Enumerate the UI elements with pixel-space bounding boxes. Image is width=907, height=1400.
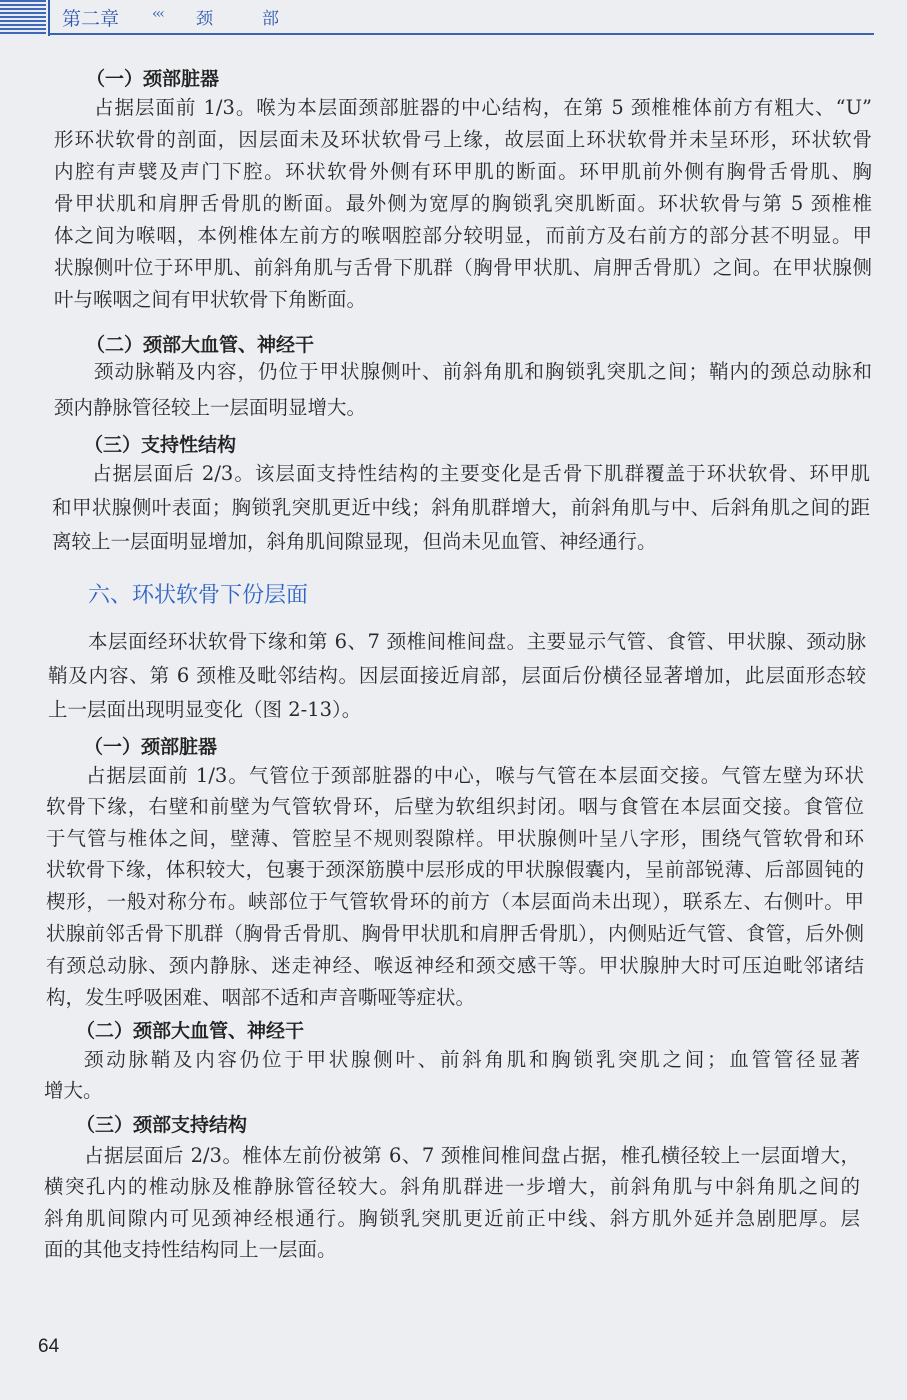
paragraph-line: 上一层面出现明显变化（图 2-13）。 bbox=[48, 698, 362, 721]
page-number: 64 bbox=[38, 1336, 60, 1357]
paragraph-line: 占据层面后 2/3。椎体左前份被第 6、7 颈椎间椎间盘占据，椎孔横径较上一层面增大， bbox=[84, 1144, 860, 1167]
paragraph-line: 于气管与椎体之间，壁薄、管腔呈不规则裂隙样。甲状腺侧叶呈八字形，围绕气管软骨和环 bbox=[46, 827, 864, 850]
subsection-heading: （二）颈部大血管、神经干 bbox=[86, 334, 315, 356]
paragraph-line: 和甲状腺侧叶表面；胸锁乳突肌更近中线；斜角肌群增大，前斜角肌与中、后斜角肌之间的距 bbox=[52, 496, 870, 519]
paragraph-line: 有颈总动脉、颈内静脉、迷走神经、喉返神经和颈交感干等。甲状腺肿大时可压迫毗邻诸结 bbox=[46, 954, 864, 977]
paragraph-line: 增大。 bbox=[44, 1079, 103, 1102]
paragraph-line: 内腔有声襞及声门下腔。环状软骨外侧有环甲肌的断面。环甲肌前外侧有胸骨舌骨肌、胸 bbox=[54, 160, 872, 183]
header-stripes-decoration bbox=[0, 0, 46, 34]
paragraph-line: 状软骨下缘，体积较大，包裹于颈深筋膜中层形成的甲状腺假囊内，呈前部锐薄、后部圆钝的 bbox=[46, 858, 864, 881]
header-rule bbox=[48, 33, 874, 35]
paragraph-line: 本层面经环状软骨下缘和第 6、7 颈椎间椎间盘。主要显示气管、食管、甲状腺、颈动脉 bbox=[88, 630, 866, 653]
paragraph-line: 离较上一层面明显增加，斜角肌间隙显现，但尚未见血管、神经通行。 bbox=[52, 530, 657, 553]
chapter-label: 第二章 bbox=[62, 8, 120, 30]
paragraph-line: 占据层面后 2/3。该层面支持性结构的主要变化是舌骨下肌群覆盖于环状软骨、环甲肌 bbox=[92, 462, 870, 485]
paragraph-line: 楔形，一般对称分布。峡部位于气管软骨环的前方（本层面尚未出现），联系左、右侧叶。甲 bbox=[46, 890, 864, 913]
paragraph-line: 面的其他支持性结构同上一层面。 bbox=[44, 1238, 337, 1261]
paragraph-line: 颈内静脉管径较上一层面明显增大。 bbox=[54, 396, 367, 419]
triple-chevron-left-icon: ‹‹‹ bbox=[152, 6, 163, 22]
paragraph-line: 状腺侧叶位于环甲肌、前斜角肌与舌骨下肌群（胸骨甲状肌、肩胛舌骨肌）之间。在甲状腺侧 bbox=[54, 256, 872, 279]
paragraph-line: 横突孔内的椎动脉及椎静脉管径较大。斜角肌群进一步增大，前斜角肌与中斜角肌之间的 bbox=[44, 1175, 860, 1198]
paragraph-line: 鞘及内容、第 6 颈椎及毗邻结构。因层面接近肩部，层面后份横径显著增加，此层面形态较 bbox=[48, 664, 866, 687]
chapter-title-char-1: 颈 bbox=[196, 9, 213, 29]
subsection-heading: （三）颈部支持结构 bbox=[76, 1114, 248, 1136]
header-divider bbox=[48, 0, 50, 36]
paragraph-line: 颈动脉鞘及内容仍位于甲状腺侧叶、前斜角肌和胸锁乳突肌之间；血管管径显著 bbox=[84, 1048, 860, 1071]
section-title: 六、环状软骨下份层面 bbox=[88, 583, 309, 608]
paragraph-line: 斜角肌间隙内可见颈神经根通行。胸锁乳突肌更近前正中线、斜方肌外延并急剧肥厚。层 bbox=[44, 1207, 860, 1230]
paragraph-line: 叶与喉咽之间有甲状软骨下角断面。 bbox=[54, 288, 367, 311]
paragraph-line: 构，发生呼吸困难、咽部不适和声音嘶哑等症状。 bbox=[46, 986, 476, 1009]
chapter-title-char-2: 部 bbox=[262, 9, 279, 29]
paragraph-line: 骨甲状肌和肩胛舌骨肌的断面。最外侧为宽厚的胸锁乳突肌断面。环状软骨与第 5 颈椎椎 bbox=[54, 192, 872, 215]
paragraph-line: 占据层面前 1/3。气管位于颈部脏器的中心，喉与气管在本层面交接。气管左壁为环状 bbox=[86, 764, 864, 787]
paragraph-line: 软骨下缘，右壁和前壁为气管软骨环，后壁为软组织封闭。咽与食管在本层面交接。食管位 bbox=[46, 795, 864, 818]
paragraph-line: 状腺前邻舌骨下肌群（胸骨舌骨肌、胸骨甲状肌和肩胛舌骨肌），内侧贴近气管、食管，后外侧 bbox=[46, 922, 864, 945]
subsection-heading: （一）颈部脏器 bbox=[86, 68, 220, 90]
paragraph-line: 形环状软骨的剖面，因层面未及环状软骨弓上缘，故层面上环状软骨并未呈环形，环状软骨 bbox=[54, 128, 872, 151]
subsection-heading: （一）颈部脏器 bbox=[84, 736, 218, 758]
paragraph-line: 体之间为喉咽，本例椎体左前方的喉咽腔部分较明显，而前方及右前方的部分甚不明显。甲 bbox=[54, 224, 872, 247]
paragraph-line: 颈动脉鞘及内容，仍位于甲状腺侧叶、前斜角肌和胸锁乳突肌之间；鞘内的颈总动脉和 bbox=[94, 360, 872, 383]
paragraph-line: 占据层面前 1/3。喉为本层面颈部脏器的中心结构，在第 5 颈椎椎体前方有粗大、“U” bbox=[94, 96, 872, 119]
subsection-heading: （三）支持性结构 bbox=[84, 434, 237, 456]
subsection-heading: （二）颈部大血管、神经干 bbox=[76, 1020, 305, 1042]
